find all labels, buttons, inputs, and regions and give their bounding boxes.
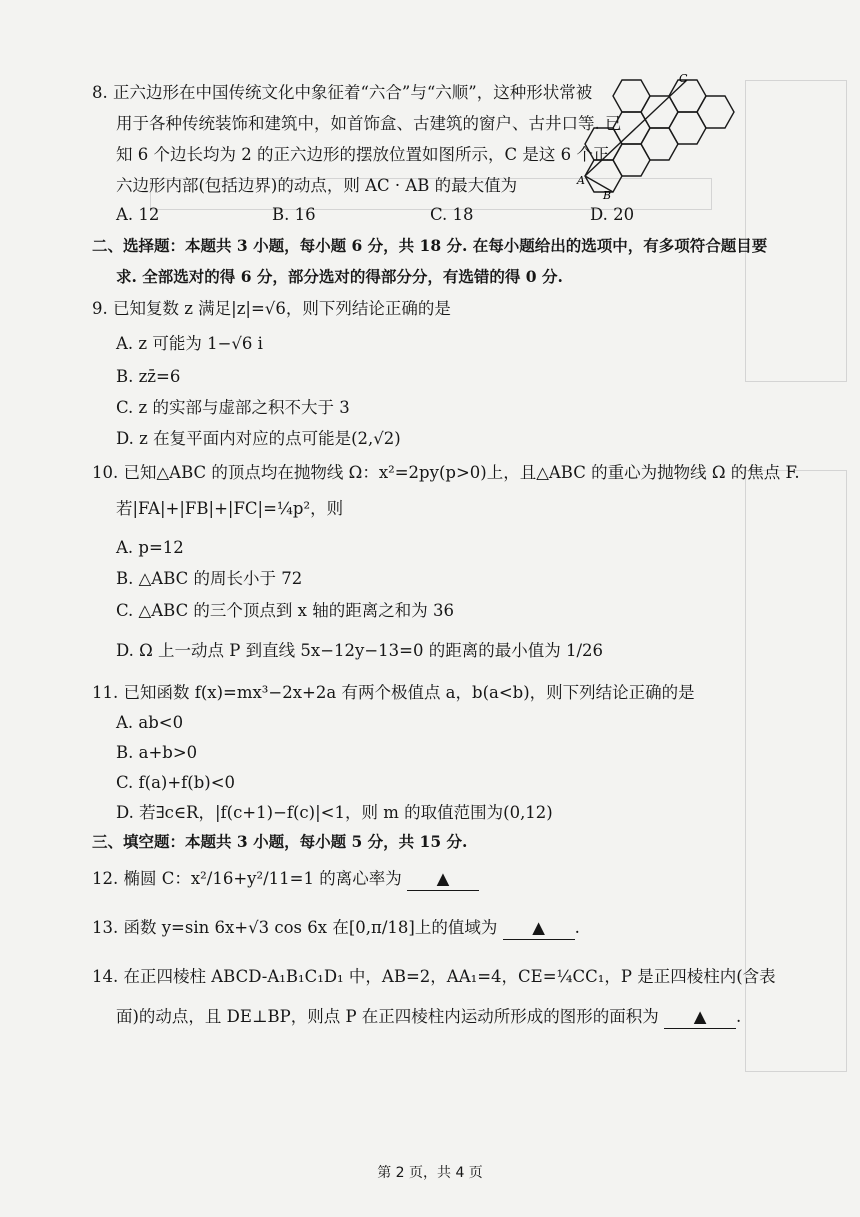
q14-answer-blank[interactable]: ▲ <box>664 1006 736 1029</box>
q9-option-b: B. zz̄=6 <box>116 367 181 386</box>
q10-option-a: A. p=12 <box>116 538 184 557</box>
q8-line-1: 8. 正六边形在中国传统文化中象征着“六合”与“六顺”，这种形状常被 <box>92 83 593 102</box>
q8-line-2: 用于各种传统装饰和建筑中，如首饰盒、古建筑的窗户、古井口等. 已 <box>116 114 622 133</box>
q11-option-a: A. ab<0 <box>116 713 184 732</box>
figure-label-b: B <box>603 189 612 200</box>
q12-stem: 12. 椭圆 C：x²/16+y²/11=1 的离心率为 <box>92 869 402 888</box>
q10-line-1: 10. 已知△ABC 的顶点均在抛物线 Ω：x²=2py(p>0)上，且△ABC 的重心为抛物线 Ω 的焦点 F. <box>92 463 800 482</box>
q11-stem: 11. 已知函数 f(x)=mx³−2x+2a 有两个极值点 a，b(a<b)，则下列结论正确的是 <box>92 683 695 702</box>
q11-option-b: B. a+b>0 <box>116 743 198 762</box>
q13-answer-blank[interactable]: ▲ <box>503 917 575 940</box>
figure-label-c: C <box>679 72 688 85</box>
q11-option-c: C. f(a)+f(b)<0 <box>116 773 236 792</box>
section3-heading: 三、填空题：本题共 3 小题，每小题 5 分，共 15 分. <box>92 832 468 851</box>
q10-line-2: 若|FA|+|FB|+|FC|=¼p²，则 <box>116 499 344 518</box>
q9-option-d: D. z 在复平面内对应的点可能是(2,√2) <box>116 429 401 448</box>
q12-answer-blank[interactable]: ▲ <box>407 868 479 891</box>
q11-option-d: D. 若∃c∈R，|f(c+1)−f(c)|<1，则 m 的取值范围为(0,12) <box>116 803 553 822</box>
q9-option-c: C. z 的实部与虚部之积不大于 3 <box>116 398 350 417</box>
q10-option-c: C. △ABC 的三个顶点到 x 轴的距离之和为 36 <box>116 601 454 620</box>
q14-line-2-wrap: 面)的动点，且 DE⊥BP，则点 P 在正四棱柱内运动所形成的图形的面积为 ▲ . <box>116 1006 741 1029</box>
page-number-footer: 第 2 页，共 4 页 <box>377 1165 483 1181</box>
figure-label-a: A <box>577 174 585 187</box>
q8-option-a: A. 12 <box>116 205 160 224</box>
section2-heading-line-2: 求. 全部选对的得 6 分，部分选对的得部分分，有选错的得 0 分. <box>116 267 563 286</box>
bleed-through-box-right <box>745 80 847 382</box>
section2-heading-line-1: 二、选择题：本题共 3 小题，每小题 6 分，共 18 分. 在每小题给出的选项中，有多项符合题目要 <box>92 236 768 255</box>
q8-option-c: C. 18 <box>430 205 474 224</box>
q12-text <box>92 868 479 891</box>
q8-option-d: D. 20 <box>590 205 635 224</box>
q14-line-2: 面)的动点，且 DE⊥BP，则点 P 在正四棱柱内运动所形成的图形的面积为 <box>116 1007 659 1026</box>
q14-line-1: 14. 在正四棱柱 ABCD-A₁B₁C₁D₁ 中，AB=2，AA₁=4，CE=¼CC₁，P 是正四棱柱内(含表 <box>92 967 776 986</box>
q13-text: 13. 函数 y=sin 6x+√3 cos 6x 在[0,π/18]上的值域为 ▲ . <box>92 917 580 940</box>
q8-option-b: B. 16 <box>272 205 316 224</box>
q9-stem: 9. 已知复数 z 满足|z|=√6，则下列结论正确的是 <box>92 299 451 318</box>
q9-option-a: A. z 可能为 1−√6 i <box>116 334 263 353</box>
q10-option-d: D. Ω 上一动点 P 到直线 5x−12y−13=0 的距离的最小值为 1/26 <box>116 641 604 660</box>
q13-stem: 13. 函数 y=sin 6x+√3 cos 6x 在[0,π/18]上的值域为 <box>92 918 498 937</box>
q8-line-3: 知 6 个边长均为 2 的正六边形的摆放位置如图所示，C 是这 6 个正 <box>116 145 610 164</box>
q8-line-4: 六边形内部(包括边界)的动点，则 AC · AB 的最大值为 <box>116 176 518 195</box>
hexagon-figure <box>575 72 740 200</box>
q10-option-b: B. △ABC 的周长小于 72 <box>116 569 303 588</box>
